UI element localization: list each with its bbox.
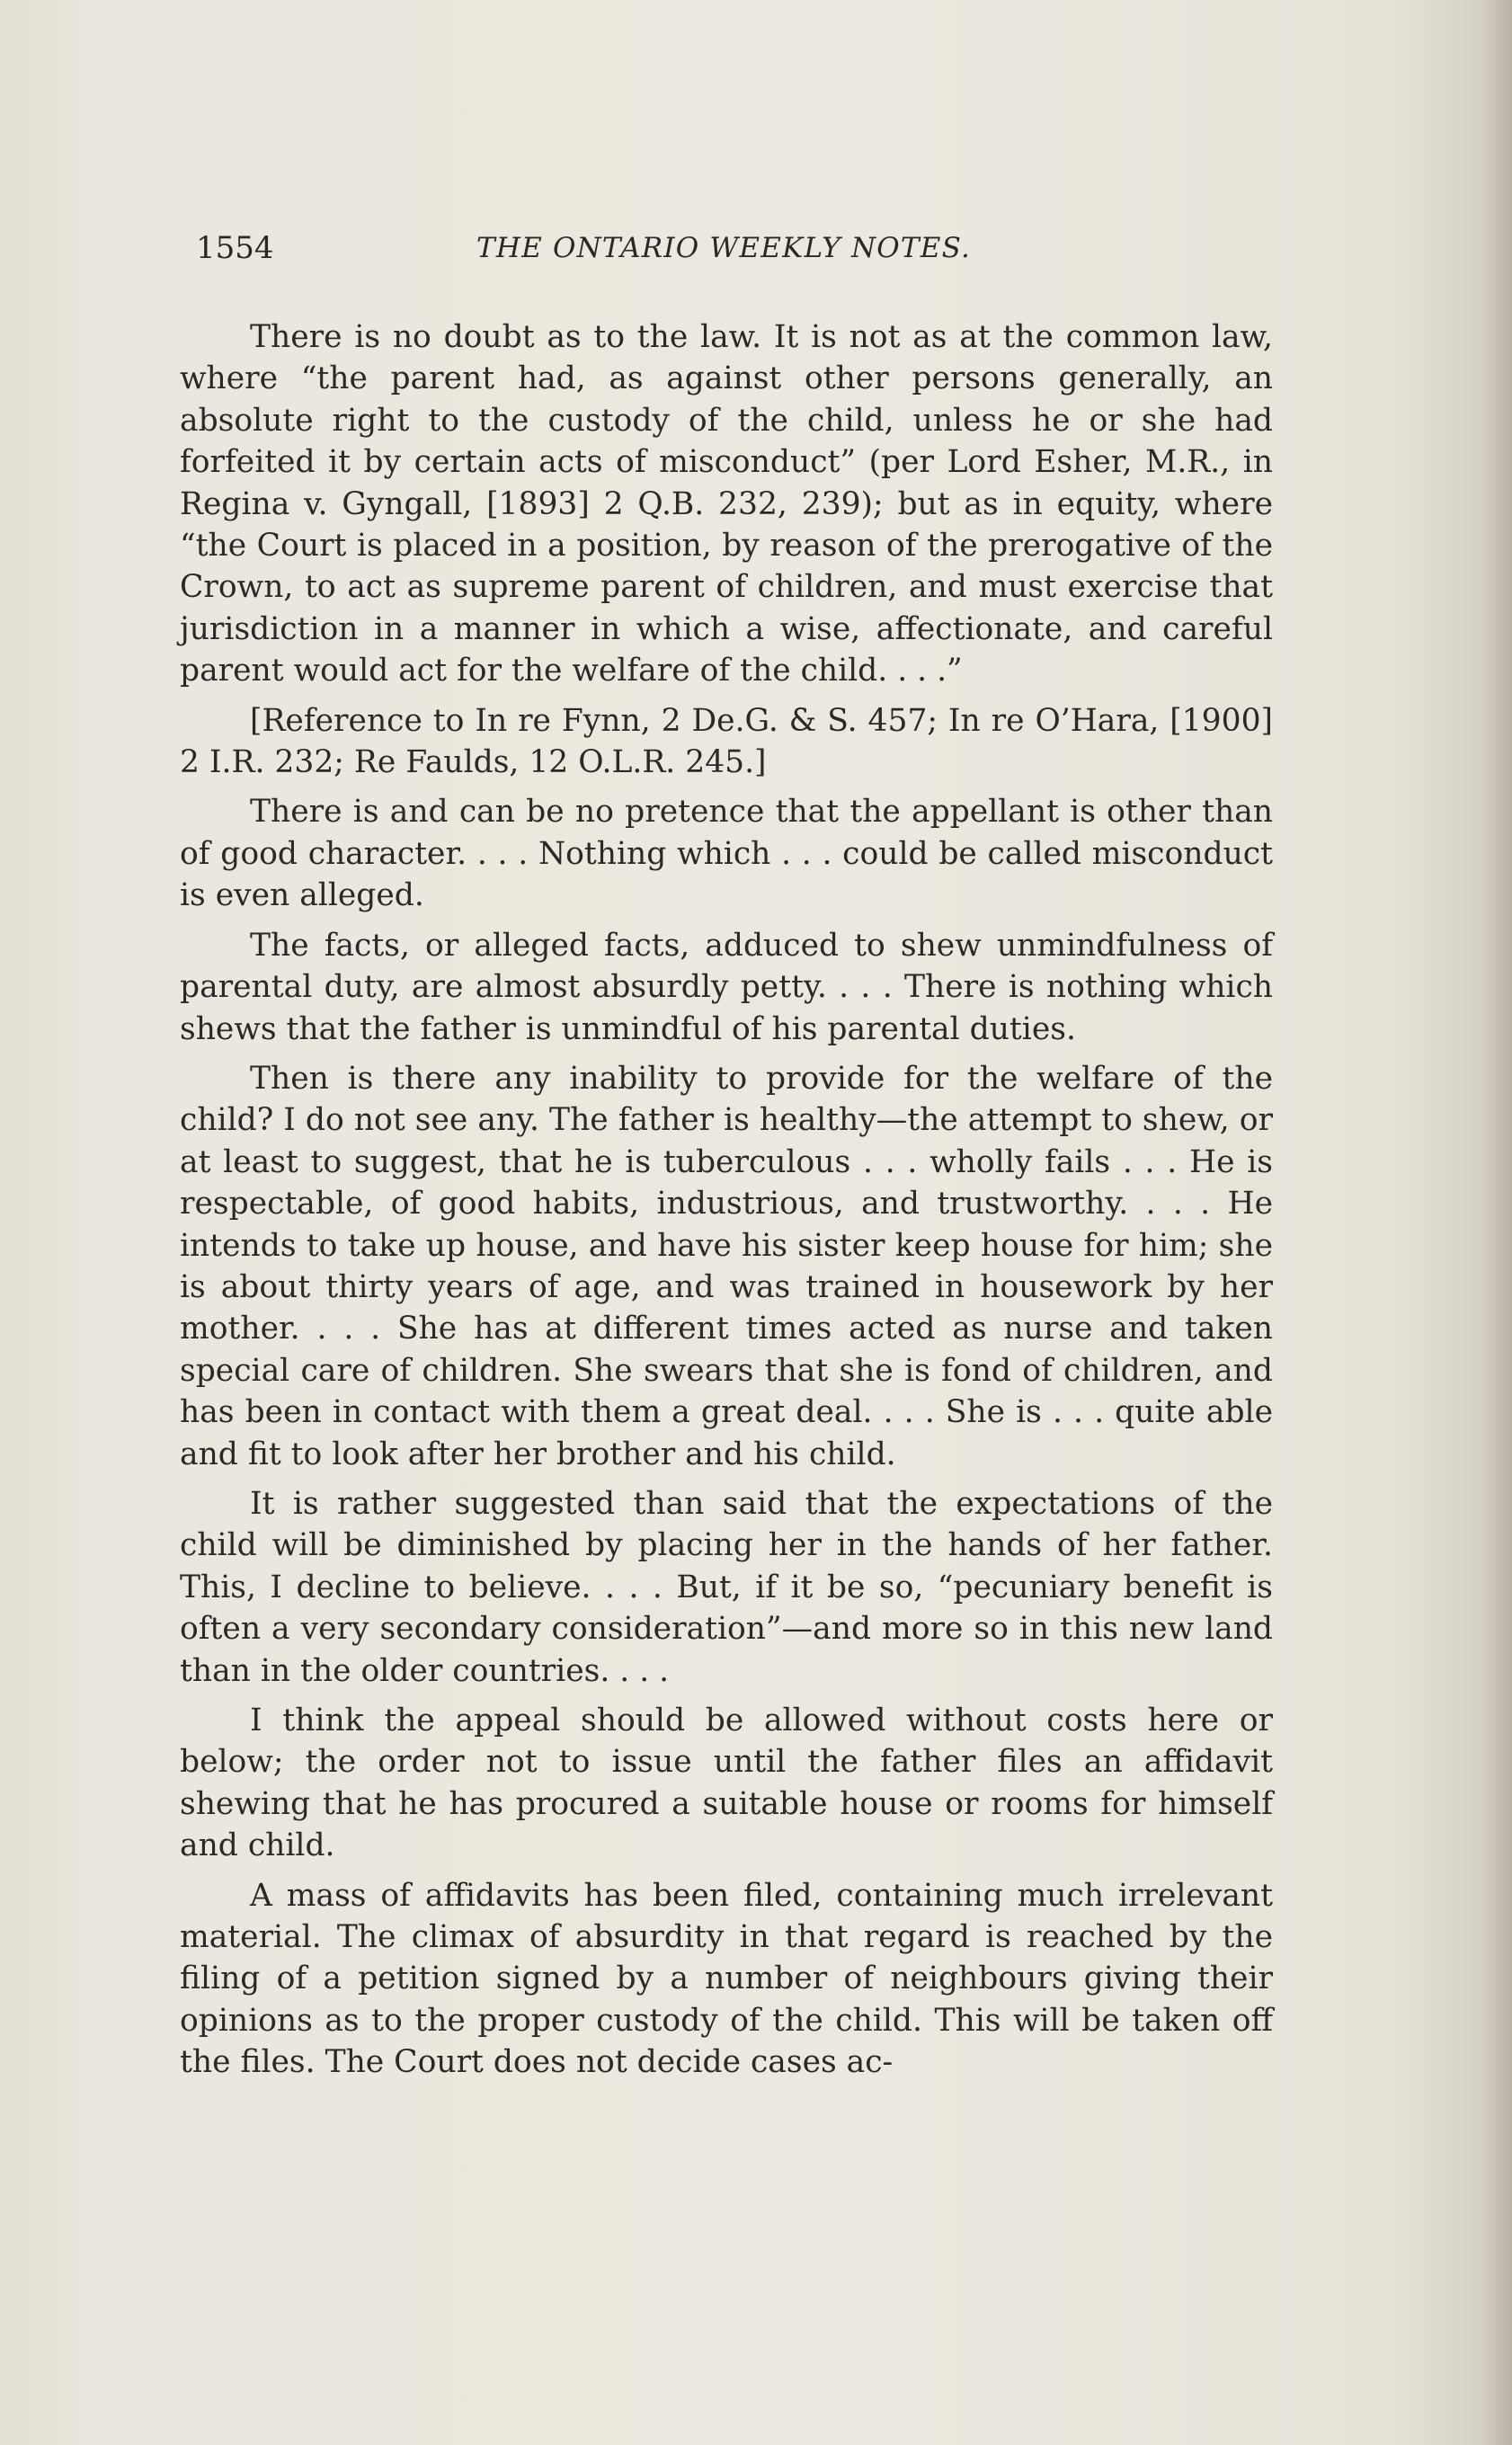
page-number: 1554 [196,230,274,266]
paragraph-expectations: It is rather suggested than said that the expectations of the child will be diminished by placing her in the hands of her father. This, I decline to believe. . . . But, if it be so, “pecuniary benefit is often a very secondary consideration”—and more so in this new land than in the older countries. . . . [180,1485,1273,1689]
page-edge-shadow [1481,0,1512,2445]
paragraph-welfare: Then is there any inability to provide for the welfare of the child? I do not see any. The father is healthy—the attempt to shew, or at least to suggest, that he is tuberculous . . . wholly fails . . . He is respectable, of good habits, industrious, and trustworthy. . . . He intends to take up house, and have his sister keep house for him; she is about thirty years of age, and was trained in housework by her mother. . . . She has at different times acted as nurse and taken special care of children. She swears that she is fond of children, and has been in contact with them a great deal. . . . She is . . . quite able and fit to look after her brother and his child. [180,1060,1273,1472]
paragraph-law: There is no doubt as to the law. It is not as at the common law, where “the parent had, as against other persons generally, an absolute right to the custody of the child, unless he or she had forfeited it by certain acts of misconduct” (per Lord Esher, M.R., in Regina v. Gyngall, [1893] 2 Q.B. 232, 239); but as in equity, where “the Court is placed in a position, by reason of the prerogative of the Crown, to act as supreme parent of children, and must exercise that jurisdiction in a manner in which a wise, affectionate, and careful parent would act for the welfare of the child. . . .” [180,319,1273,689]
paragraph-character: There is and can be no pretence that the appellant is other than of good character. . . . Nothing which . . . could be called misconduct is even alleged. [180,794,1273,914]
paragraph-reference: [Reference to In re Fynn, 2 De.G. & S. 457; In re O’Hara, [1900] 2 I.R. 232; Re Faulds, 12 O.L.R. 245.] [180,702,1273,781]
running-title: THE ONTARIO WEEKLY NOTES. [476,232,971,264]
paragraph-affidavits: A mass of affidavits has been filed, containing much irrelevant material. The climax of absurdity in that regard is reached by the filing of a petition signed by a number of neighbours giving their opinions as to the proper custody of the child. This will be taken off the files. The Court does not decide cases ac- [180,1877,1273,2081]
page-header [196,230,1275,284]
paragraph-conclusion: I think the appeal should be allowed without costs here or below; the order not to issue until the father files an affidavit shewing that he has procured a suitable house or rooms for himself and child. [180,1703,1273,1864]
body-text [180,316,1273,2092]
paragraph-parental-duty: The facts, or alleged facts, adduced to shew unmindfulness of parental duty, are almost absurdly petty. . . . There is nothing which shews that the father is unmindful of his parental duties. [180,927,1273,1047]
